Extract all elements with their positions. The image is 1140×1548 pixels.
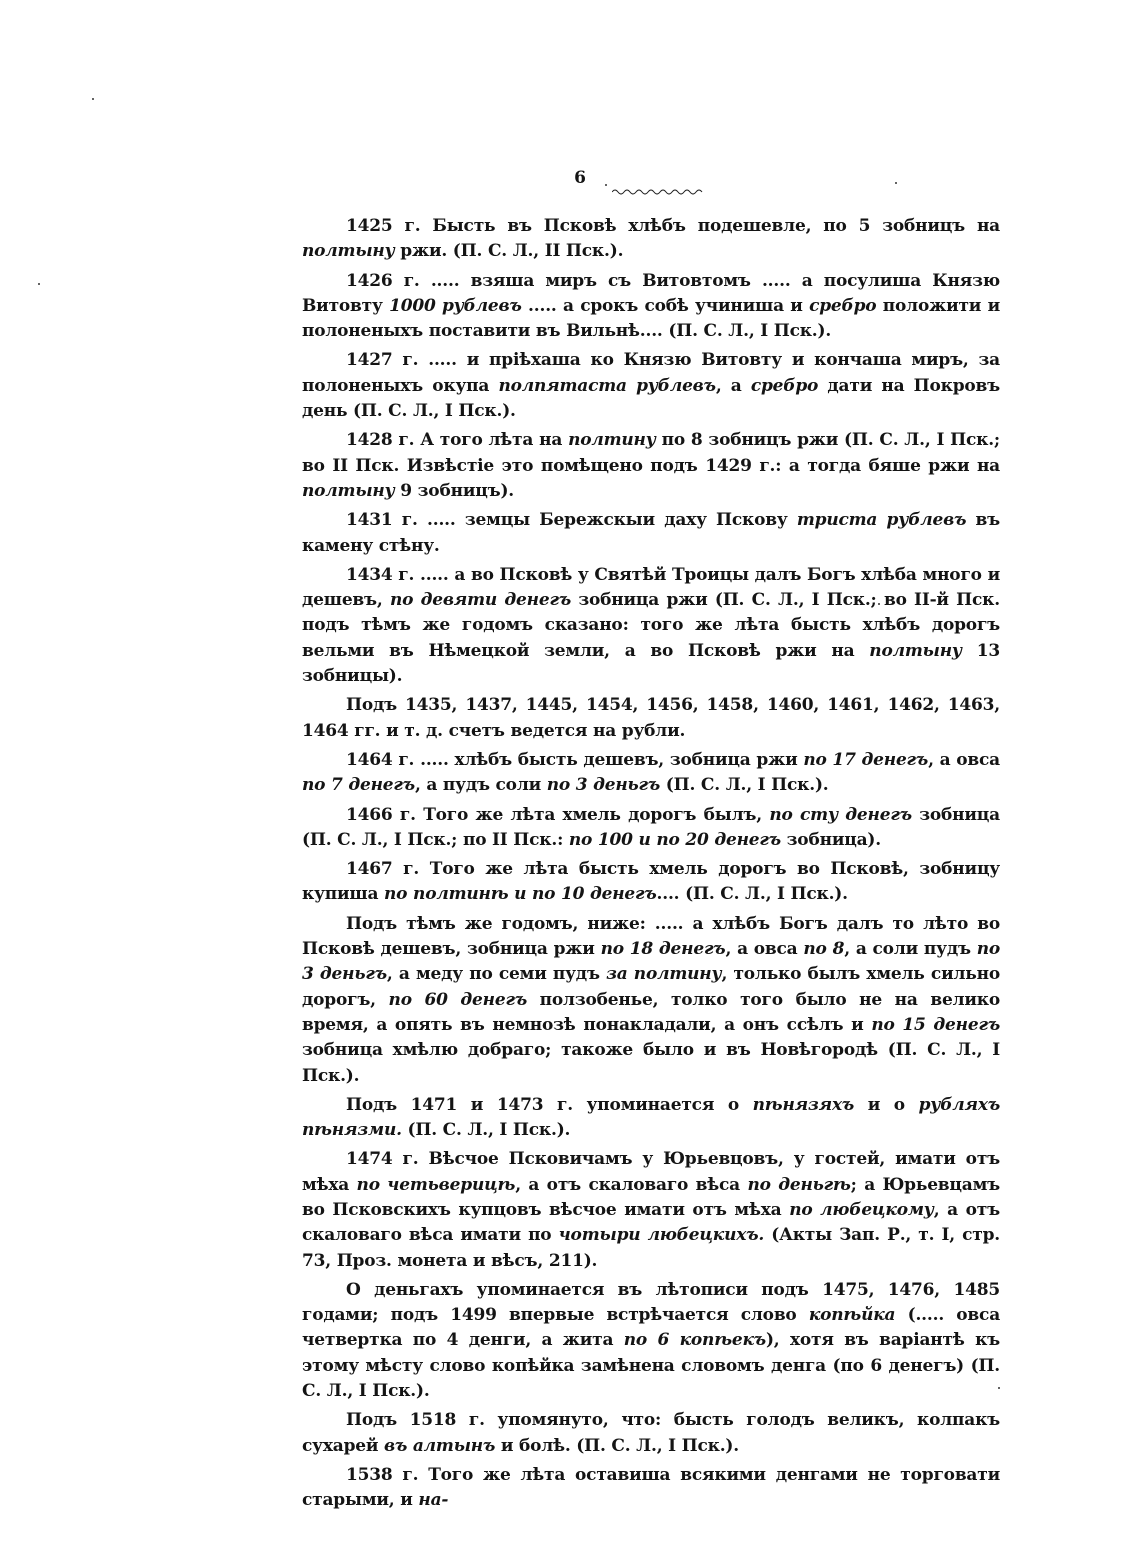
italic-term: по 15 денегъ — [871, 1014, 1001, 1035]
text-run: 1474 г. Вѣсчое Псковичамъ у Юрьевцовъ, у гостей, имати отъ мѣха — [302, 1149, 1000, 1195]
ornament-wave — [612, 188, 704, 196]
text-run: ползобенье, толко того было не на велико время, а опять въ немнозѣ понакладали, а онъ ссѣлъ и — [302, 989, 1001, 1035]
paragraph — [302, 214, 1000, 265]
text-run: ..... а срокъ собѣ учиниша и — [521, 295, 810, 316]
italic-term: полтину — [568, 430, 656, 451]
paragraph — [302, 508, 1000, 559]
text-run: , а овса — [928, 749, 1000, 770]
italic-term: по полтинѣ и по 10 денегъ — [384, 884, 657, 905]
text-run: , а отъ скаловаго вѣса имати по — [302, 1199, 1000, 1246]
italic-term: чотыри любецкихъ. — [558, 1225, 765, 1246]
italic-term: въ алтынъ — [384, 1435, 496, 1456]
text-run: ), хотя въ варіантѣ къ этому мѣсту слово копѣйка замѣнена словомъ денга (по 6 денегъ) (П. С. Л., I Пск.). — [302, 1330, 1001, 1402]
text-run: и о — [854, 1094, 919, 1115]
paragraph — [302, 1408, 1000, 1459]
text-run: , только былъ хмель сильно дорогъ, — [302, 964, 1000, 1010]
body-text — [302, 214, 1000, 1518]
italic-term: на- — [418, 1490, 449, 1511]
text-run: Подъ 1518 г. упомянуто, что: бысть голодъ великъ, колпакъ сухарей — [302, 1410, 1000, 1456]
paragraph — [302, 803, 1000, 854]
text-run: (П. С. Л., I Пск.). — [401, 1120, 571, 1141]
text-run: 1464 г. ..... хлѣбъ бысть дешевъ, зобница ржи — [346, 749, 804, 770]
text-run: 1466 г. Того же лѣта хмель дорогъ былъ, — [346, 804, 770, 825]
text-run: (..... овса четвертка по 4 денги, а жита — [302, 1305, 1001, 1351]
italic-term: триста рублевъ — [796, 510, 967, 531]
italic-term: полпятаста рублевъ — [498, 375, 716, 396]
italic-term: 1000 рублевъ — [389, 295, 522, 316]
text-run: по 8 зобницъ ржи (П. С. Л., I Пск.; во II Пск. Извѣстіе это помѣщено подъ 1429 г.: а тогда бяше ржи на — [302, 430, 1000, 476]
italic-term: по четьверицѣ — [356, 1174, 516, 1195]
italic-term: по сту денегъ — [769, 804, 912, 825]
italic-term: по 17 денегъ — [803, 749, 929, 770]
text-run: ; а Юрьевцамъ во Псковскихъ купцовъ вѣсчое имати отъ мѣха — [302, 1174, 1000, 1220]
text-run: (П. С. Л., I Пск.). — [660, 775, 829, 796]
italic-term: копѣйка — [808, 1305, 896, 1326]
scan-speck — [92, 98, 94, 100]
page-number: 6 — [574, 168, 586, 188]
text-run: 1467 г. Того же лѣта бысть хмель дорогъ во Псковѣ, зобницу купиша — [302, 859, 1000, 905]
paragraph — [302, 1147, 1000, 1273]
italic-term: полтыну — [302, 480, 395, 501]
text-run: 1428 г. А того лѣта на — [346, 430, 569, 451]
text-run: 1427 г. ..... и пріѣхаша ко Князю Витовту и кончаша миръ, за полоненыхъ окупа — [302, 350, 1000, 396]
paragraph — [302, 1278, 1000, 1404]
text-run: Подъ тѣмъ же годомъ, ниже: ..... а хлѣбъ Богъ далъ то лѣто во Псковѣ дешевъ, зобница ржи — [302, 913, 1000, 960]
italic-term: сребро — [750, 375, 819, 396]
text-run: Подъ 1471 и 1473 г. упоминается о — [346, 1094, 753, 1115]
paragraph — [302, 269, 1000, 345]
text-run: 1431 г. ..... земцы Бережскыи даху Пскову — [346, 510, 797, 531]
text-run: , а меду по семи пудъ — [386, 964, 607, 985]
text-run: 13 зобницы). — [302, 640, 1001, 687]
italic-term: по 18 денегъ — [600, 939, 726, 960]
paragraph — [302, 912, 1000, 1089]
paragraph — [302, 1093, 1000, 1144]
italic-term: по 8 — [803, 939, 845, 960]
paragraph — [302, 693, 1000, 744]
text-run: зобница). — [780, 829, 881, 850]
italic-term: рубляхъ пѣнязми. — [302, 1094, 1000, 1141]
text-run: , а овса — [725, 939, 804, 960]
italic-term: полтыну — [869, 640, 962, 661]
text-run: зобница ржи (П. С. Л., I Пск.; во II-й Пск. подъ тѣмъ же годомъ сказано: того же лѣта бысть хлѣбъ дорогъ вельми въ Нѣмецкой земли, а во Псковѣ ржи на — [302, 590, 1000, 661]
italic-term: полтыну — [302, 241, 395, 262]
italic-term: по 60 денегъ — [388, 989, 527, 1010]
italic-term: по 6 копѣекъ — [623, 1330, 766, 1351]
italic-term: по 7 денегъ — [302, 775, 415, 796]
text-run: , а отъ скаловаго вѣса — [515, 1174, 748, 1195]
scan-speck — [895, 182, 897, 184]
italic-term: сребро — [809, 295, 877, 316]
text-run: О деньгахъ упоминается въ лѣтописи подъ 1475, 1476, 1485 годами; подъ 1499 впервые встрѣчается слово — [302, 1279, 1000, 1326]
text-run: , а — [715, 375, 751, 396]
italic-term: пѣнязяхъ — [752, 1094, 855, 1115]
text-run: .... (П. С. Л., I Пск.). — [656, 884, 848, 905]
paragraph — [302, 563, 1000, 689]
paragraph — [302, 1463, 1000, 1514]
text-run: , а соли пудъ — [844, 939, 977, 960]
text-run: , а пудъ соли — [414, 775, 547, 796]
italic-term: за полтину — [606, 964, 722, 985]
text-run: (Акты Зап. Р., т. I, стр. 73, Проз. монета и вѣсъ, 211). — [302, 1225, 1000, 1271]
text-run: дати на Покровъ день (П. С. Л., I Пск.). — [302, 375, 1000, 422]
text-run: ржи. (П. С. Л., II Пск.). — [394, 241, 624, 262]
italic-term: по девяти денегъ — [389, 590, 571, 611]
paragraph — [302, 348, 1000, 424]
text-run: 1425 г. Бысть въ Псковѣ хлѣбъ подешевле, по 5 зобницъ на — [346, 216, 1000, 236]
text-run: 1538 г. Того же лѣта оставиша всякими денгами не торговати старыми, и — [302, 1464, 1000, 1511]
italic-term: по 3 деньгъ — [302, 939, 1000, 985]
text-run: 1426 г. ..... взяша миръ съ Витовтомъ ..... а посулиша Князю Витовту — [302, 270, 1000, 316]
scan-speck — [605, 184, 607, 186]
italic-term: по деньгѣ — [747, 1174, 851, 1195]
text-run: и болѣ. (П. С. Л., I Пск.). — [495, 1435, 739, 1456]
text-run: зобница хмѣлю добраго; такоже было и въ Новѣгородѣ (П. С. Л., I Пск.). — [302, 1040, 1000, 1086]
italic-term: по 3 деньгъ — [546, 775, 661, 796]
text-run: зобница (П. С. Л., I Пск.; по II Пск.: — [302, 804, 1000, 850]
italic-term: по 100 и по 20 денегъ — [568, 829, 781, 850]
paragraph — [302, 428, 1000, 504]
text-run: въ камену стѣну. — [302, 510, 1001, 556]
scan-speck — [38, 283, 40, 285]
paragraph — [302, 748, 1000, 799]
text-run: 9 зобницъ). — [394, 480, 514, 501]
paragraph — [302, 857, 1000, 908]
text-run: 1434 г. ..... а во Псковѣ у Святѣй Троицы далъ Богъ хлѣба много и дешевъ, — [302, 564, 1000, 611]
text-run: Подъ 1435, 1437, 1445, 1454, 1456, 1458, 1460, 1461, 1462, 1463, 1464 гг. и т. д. счетъ ведется на рубли. — [302, 695, 1000, 741]
italic-term: по любецкому — [789, 1199, 934, 1220]
text-run: положити и полоненыхъ поставити въ Вильнѣ.... (П. С. Л., I Пск.). — [302, 295, 1001, 342]
